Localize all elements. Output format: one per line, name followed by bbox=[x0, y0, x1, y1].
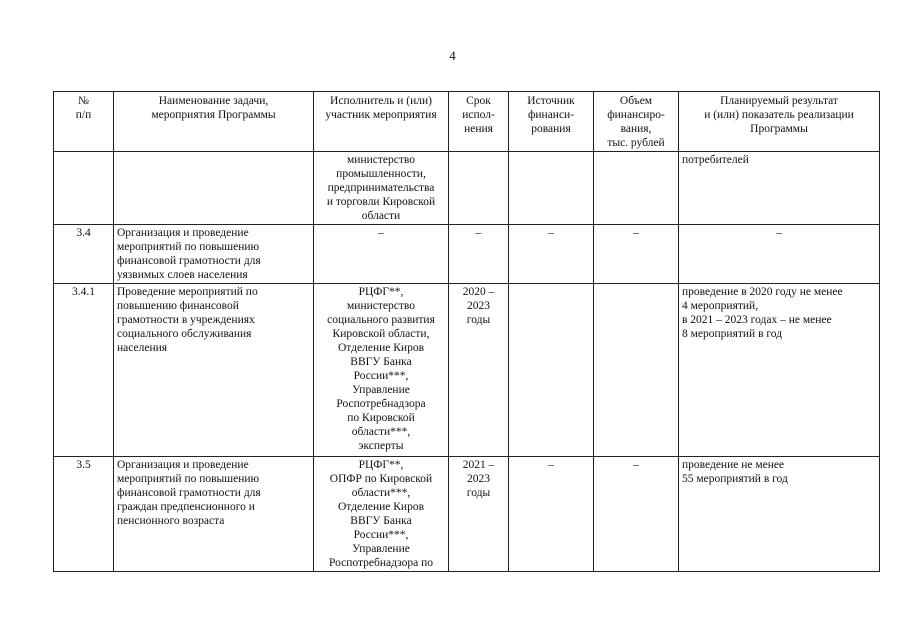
table-header-row bbox=[54, 92, 880, 152]
cell-name bbox=[114, 152, 314, 225]
cell-term: 2021 – 2023 годы bbox=[449, 457, 509, 572]
header-volume: Объем финансиро- вания, тыс. рублей bbox=[594, 92, 679, 152]
cell-term bbox=[449, 152, 509, 225]
cell-result: потребителей bbox=[679, 152, 880, 225]
cell-result: проведение не менее 55 мероприятий в год bbox=[679, 457, 880, 572]
cell-volume bbox=[594, 284, 679, 457]
header-num: № п/п bbox=[54, 92, 114, 152]
cell-source: – bbox=[509, 225, 594, 284]
cell-executor: министерство промышленности, предпринимательства и торговли Кировской области bbox=[314, 152, 449, 225]
program-table bbox=[53, 91, 880, 572]
table-row bbox=[54, 457, 880, 572]
cell-volume: – bbox=[594, 225, 679, 284]
cell-volume bbox=[594, 152, 679, 225]
cell-result: проведение в 2020 году не менее 4 мероприятий, в 2021 – 2023 годах – не менее 8 мероприятий в год bbox=[679, 284, 880, 457]
cell-name: Организация и проведение мероприятий по повышению финансовой грамотности для граждан предпенсионного и пенсионного возраста bbox=[114, 457, 314, 572]
cell-source bbox=[509, 284, 594, 457]
table-row bbox=[54, 152, 880, 225]
cell-name: Организация и проведение мероприятий по повышению финансовой грамотности для уязвимых слоев населения bbox=[114, 225, 314, 284]
table-row bbox=[54, 225, 880, 284]
header-executor: Исполнитель и (или) участник мероприятия bbox=[314, 92, 449, 152]
cell-executor: РЦФГ**, ОПФР по Кировской области***, Отделение Киров ВВГУ Банка России***, Управление Роспотребнадзора по bbox=[314, 457, 449, 572]
cell-source: – bbox=[509, 457, 594, 572]
cell-name: Проведение мероприятий по повышению финансовой грамотности в учреждениях социального обслуживания населения bbox=[114, 284, 314, 457]
cell-executor: – bbox=[314, 225, 449, 284]
page-number: 4 bbox=[449, 48, 456, 63]
table-row bbox=[54, 284, 880, 457]
cell-term: 2020 – 2023 годы bbox=[449, 284, 509, 457]
cell-executor: РЦФГ**, министерство социального развития Кировской области, Отделение Киров ВВГУ Банка России***, Управление Роспотребнадзора по Кировской области***, эксперты bbox=[314, 284, 449, 457]
cell-term: – bbox=[449, 225, 509, 284]
cell-num: 3.4 bbox=[54, 225, 114, 284]
header-result: Планируемый результат и (или) показатель реализации Программы bbox=[679, 92, 880, 152]
cell-num: 3.5 bbox=[54, 457, 114, 572]
header-term: Срок испол- нения bbox=[449, 92, 509, 152]
cell-volume: – bbox=[594, 457, 679, 572]
header-name: Наименование задачи, мероприятия Программы bbox=[114, 92, 314, 152]
header-source: Источник финанси- рования bbox=[509, 92, 594, 152]
cell-source bbox=[509, 152, 594, 225]
cell-num bbox=[54, 152, 114, 225]
cell-result: – bbox=[679, 225, 880, 284]
cell-num: 3.4.1 bbox=[54, 284, 114, 457]
